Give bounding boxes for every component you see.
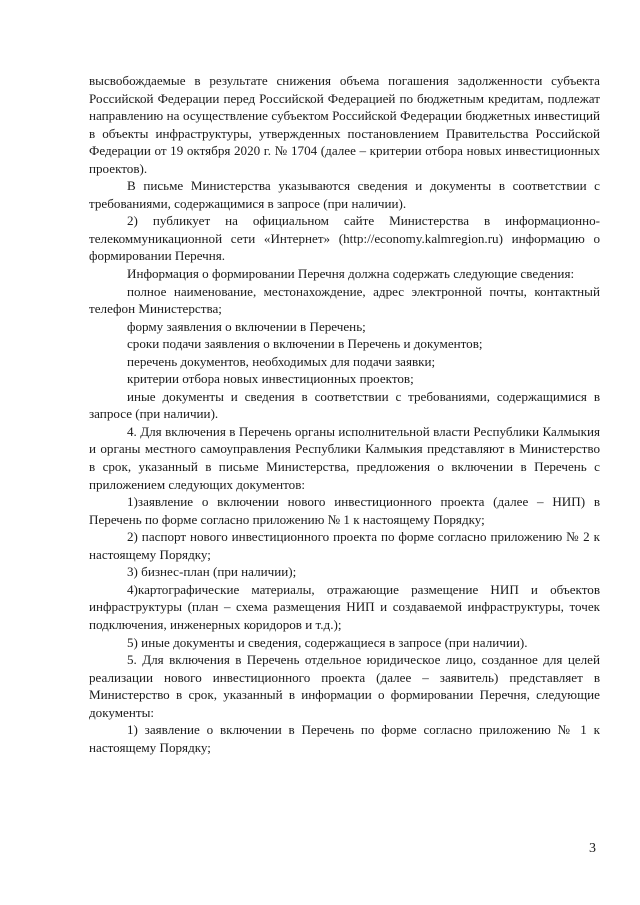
paragraph: 2) паспорт нового инвестиционного проекта по форме согласно приложению № 2 к настоящему Порядку;: [89, 529, 600, 562]
paragraph: 4. Для включения в Перечень органы исполнительной власти Республики Калмыкия и органы местного самоуправления Республики Калмыкия представляют в Министерство в срок, указанный в письме Министерства, предложения о включении в Перечень с приложением следующих документов:: [89, 423, 600, 492]
paragraph: перечень документов, необходимых для подачи заявки;: [127, 353, 436, 369]
paragraph: полное наименование, местонахождение, адрес электронной почты, контактный телефон Министерства;: [89, 283, 600, 317]
page-number: 3: [589, 841, 596, 856]
paragraph: форму заявления о включении в Перечень;: [127, 318, 366, 334]
paragraph: сроки подачи заявления о включении в Перечень и документов;: [127, 336, 483, 352]
paragraph: 2) публикует на официальном сайте Министерства в информационно-телекоммуникационной сети «Интернет» (http://economy.kalmregion.ru) информацию о формировании Перечня.: [89, 213, 600, 264]
paragraph: В письме Министерства указываются сведения и документы в соответствии с требованиями, содержащимися в запросе (при наличии).: [89, 178, 600, 211]
paragraph: 5. Для включения в Перечень отдельное юридическое лицо, созданное для целей реализации нового инвестиционного проекта (далее – заявитель) представляет в Министерство в срок, указанный в информации о формировании Перечня, следующие документы:: [89, 652, 600, 720]
paragraph: 5) иные документы и сведения, содержащиеся в запросе (при наличии).: [127, 634, 528, 650]
paragraph: 1)заявление о включении нового инвестиционного проекта (далее – НИП) в Перечень по форме согласно приложению № 1 к настоящему Порядку;: [89, 494, 600, 527]
paragraph: 3) бизнес-план (при наличии);: [127, 564, 297, 580]
paragraph: критерии отбора новых инвестиционных проектов;: [127, 371, 414, 387]
paragraph: высвобождаемые в результате снижения объема погашения задолженности субъекта Российской Федерации перед Российской Федерацией по бюджетным кредитам, подлежат направлению на осуществление субъектом Российской Федерации бюджетных инвестиций в объекты инфраструктуры, утвержденных постановлением Правительства Российской Федерации от 19 октября 2020 г. № 1704 (далее – критерии отбора новых инвестиционных проектов).: [89, 73, 600, 176]
paragraph: иные документы и сведения в соответствии с требованиями, содержащимися в запросе (при наличии).: [89, 388, 600, 422]
paragraph: 1) заявление о включении в Перечень по форме согласно приложению № 1 к настоящему Порядку;: [89, 722, 600, 755]
document-body: [89, 72, 600, 756]
paragraph: Информация о формировании Перечня должна содержать следующие сведения:: [127, 266, 575, 282]
paragraph: 4)картографические материалы, отражающие размещение НИП и объектов инфраструктуры (план – схема размещения НИП и создаваемой инфраструктуры, точек подключения, инженерных коридоров и т.д.);: [89, 581, 600, 632]
